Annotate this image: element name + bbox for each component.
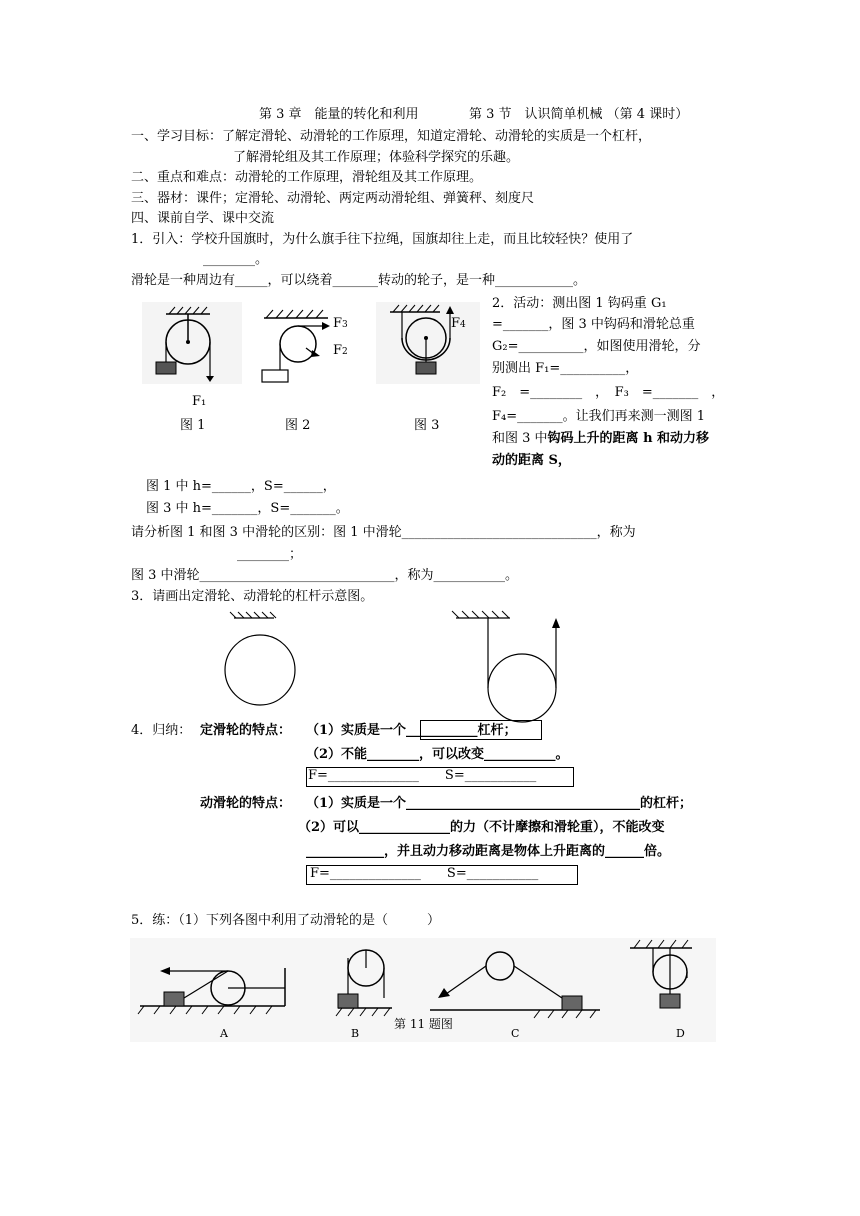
- fixed-pulley-answer-box: [420, 720, 542, 740]
- practice-figure-caption: 第 11 题图: [394, 1017, 453, 1031]
- key-points: 二、重点和难点：动滑轮的工作原理，滑轮组及其工作原理。: [131, 170, 483, 185]
- fig2-force-f3: F3: [333, 316, 348, 331]
- practice-question: 5．练：（1）下列各图中利用了动滑轮的是（ ）: [131, 913, 441, 928]
- activity-line3: G₂=__________，如图使用滑轮，分: [492, 339, 701, 354]
- movable-pulley-point2: （2）可以______________的力（不计摩擦和滑轮重），不能改变: [298, 820, 665, 835]
- figure-3-caption: 图 3: [414, 418, 440, 433]
- movable-pulley-point1: （1）实质是一个____________________________________的杠杆；: [306, 796, 693, 811]
- movable-pulley-drawing: [446, 600, 576, 736]
- fig2-force-f2: F2: [333, 343, 348, 358]
- measure-fig3: 图 3 中 h=_______，S=_______。: [146, 501, 349, 516]
- figure-1-caption: 图 1: [180, 418, 206, 433]
- figure-2-caption: 图 2: [285, 418, 311, 433]
- option-c-label: C: [511, 1027, 520, 1040]
- movable-pulley-point3: ____________，并且动力移动距离是物体上升距离的______倍。: [306, 844, 671, 859]
- movable-pulley-fs: F=______________ S=___________: [310, 866, 539, 881]
- intro-line1: 1．引入：学校升国旗时，为什么旗手往下拉绳，国旗却往上走，而且比较轻快？使用了: [131, 232, 634, 247]
- activity-line5: F₂ =________ ， F₃ =_______ ，: [492, 385, 725, 400]
- fixed-pulley-title: 定滑轮的特点：: [200, 723, 292, 738]
- activity-line2: =_______，图 3 中钩码和滑轮总重: [492, 317, 695, 332]
- activity-line6: F₄=_______。让我们再来测一测图 1: [492, 409, 706, 424]
- objectives-line1: 一、学习目标：了解定滑轮、动滑轮的工作原理，知道定滑轮、动滑轮的实质是一个杠杆，: [131, 129, 652, 144]
- activity-line7: 和图 3 中钩码上升的距离 h 和动力移: [492, 431, 710, 446]
- chapter-title: 第 3 章 能量的转化和利用: [259, 107, 419, 122]
- fixed-pulley-drawing: [222, 604, 302, 712]
- activity-line8: 动的距离 S，: [492, 453, 571, 468]
- measure-fig1: 图 1 中 h=______，S=______，: [146, 479, 336, 494]
- fig3-force-f4: F4: [451, 316, 466, 331]
- self-study-heading: 四、课前自学、课中交流: [131, 211, 275, 226]
- analysis-line3: 图 3 中滑轮______________________________，称为___________。: [131, 568, 519, 583]
- intro-line3: 滑轮是一种周边有_____，可以绕着_______转动的轮子，是一种____________。: [131, 273, 587, 288]
- fixed-pulley-fs: F=______________ S=___________: [308, 768, 537, 783]
- intro-line2: ________。: [203, 252, 269, 267]
- option-b-label: B: [351, 1027, 360, 1040]
- option-a-label: A: [220, 1027, 228, 1040]
- figure-1-pulley: [142, 302, 242, 384]
- option-d-label: D: [676, 1027, 685, 1040]
- fixed-pulley-point1: （1）实质是一个___________杠杆；: [306, 723, 517, 738]
- analysis-line1: 请分析图 1 和图 3 中滑轮的区别：图 1 中滑轮______________________________，称为: [131, 525, 636, 540]
- objectives-line2: 了解滑轮组及其工作原理；体验科学探究的乐趣。: [233, 150, 520, 165]
- activity-line1: 2．活动：测出图 1 钩码重 G₁: [492, 296, 667, 311]
- materials: 三、器材：课件；定滑轮、动滑轮、两定两动滑轮组、弹簧秤、刻度尺: [131, 191, 535, 206]
- movable-pulley-title: 动滑轮的特点：: [200, 796, 292, 811]
- section-title: 第 3 节 认识简单机械 （第 4 课时）: [469, 107, 689, 122]
- analysis-line2: ________；: [237, 547, 303, 562]
- fig1-force-f1: F₁: [192, 394, 207, 409]
- activity-line4: 别测出 F₁=__________，: [492, 361, 639, 376]
- draw-task: 3．请画出定滑轮、动滑轮的杠杆示意图。: [131, 589, 374, 604]
- fixed-pulley-point2: （2）不能________，可以改变___________。: [306, 747, 569, 762]
- summary-prefix: 4．归纳：: [131, 723, 192, 738]
